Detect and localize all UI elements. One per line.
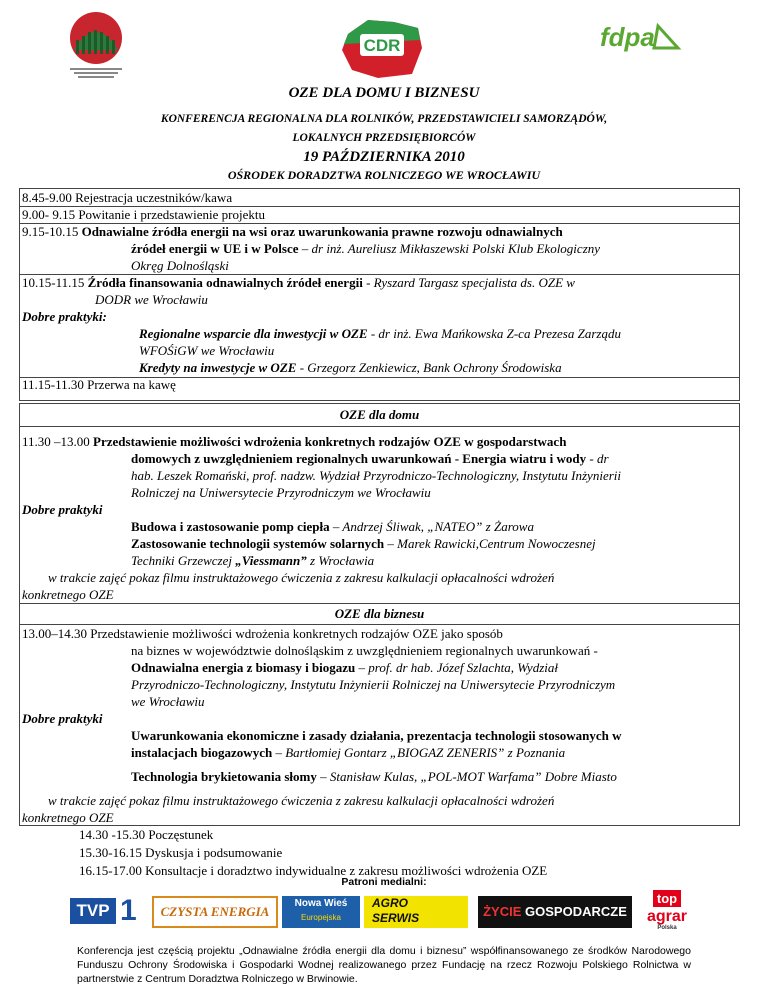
- subtitle: KONFERENCJA REGIONALNA DLA ROLNIKÓW, PRZEDSTAWICIELI SAMORZĄDÓW, LOKALNYCH PRZEDSIĘBIORCÓW: [160, 113, 608, 144]
- good-practices-label: Dobre praktyki: [22, 502, 103, 517]
- agenda-row: 11.15-11.30 Przerwa na kawę: [22, 377, 176, 392]
- nowa-wies-logo: Nowa Wieś Europejska: [282, 896, 360, 928]
- event-venue: OŚRODEK DORADZTWA ROLNICZEGO WE WROCŁAWIU: [227, 168, 541, 182]
- section-heading-business: OZE dla biznesu: [20, 603, 739, 625]
- media-patrons-label: Patroni medialni:: [341, 876, 427, 888]
- agenda-row: 9.15-10.15 Odnawialne źródła energii na wsi oraz uwarunkowania prawne rozwoju odnawialnych: [22, 224, 563, 239]
- agenda-afternoon: OZE dla domu 11.30 –13.00 Przedstawienie możliwości wdrożenia konkretnych rodzajów OZE w gospodarstwach domowych z uwzględnieniem regionalnych uwarunkowań - Energia wiatru i wody - dr hab. Leszek Romański, prof. nadzw. Wydział Przyrodniczo-Technologiczny, Instytutu Inżynierii Rolniczej na Uniwersytecie Przyrodniczym we Wrocławiu Dobre praktyki Budowa i zastosowanie pomp ciepła – Andrzej Śliwak, „NATEO” z Żarowa Zastosowanie technologii systemów solarnych – Marek Rawicki,Centrum Nowoczesnej Techniki Grzewczej „Viessmann” z Wrocławia w trakcie zajęć pokaz filmu instruktażowego ćwiczenia z zakresu kalkulacji opłacalności wdrożeń konkretnego OZE OZE dla biznesu 13.00–14.30 Przedstawienie możliwości wdrożenia konkretnych rodzajów OZE jako sposób na biznes w województwie dolnośląskim z uwzględnieniem regionalnych uwarunkowań - Odnawialna energia z biomasy i biogazu – prof. dr hab. Józef Szlachta, Wydział Przyrodniczo-Technologiczny, Instytutu Inżynierii Rolniczej na Uniwersytecie Przyrodniczym we Wrocławiu Dobre praktyki Uwarunkowania ekonomiczne i zasady działania, prezentacja technologii stosowanych w instalacjach biogazowych – Bartłomiej Gontarz „BIOGAZ ZENERIS” z Poznania Technologia brykietowania słomy – Stanisław Kulas, „POL-MOT Warfama” Dobre Miasto w trakcie zajęć pokaz filmu instruktażowego ćwiczenia z zakresu kalkulacji opłacalności wdrożeń konkretnego OZE: [19, 403, 740, 826]
- cdr-logo: [338, 14, 426, 82]
- agro-serwis-logo: AGRO SERWIS: [364, 896, 468, 928]
- tvp1-logo: TVP 1: [70, 896, 148, 928]
- agenda-row: 10.15-11.15 Źródła finansowania odnawialnych źródeł energii - Ryszard Targasz specjalista ds. OZE w: [22, 275, 575, 290]
- agenda-morning: 8.45-9.00 Rejestracja uczestników/kawa 9.00- 9.15 Powitanie i przedstawienie projektu 9.15-10.15 Odnawialne źródła energii na wsi oraz uwarunkowania prawne rozwoju odnawialnych źródeł energii w UE i w Polsce – dr inż. Aureliusz Mikłaszewski Polski Klub Ekologiczny Okręg Dolnośląski 10.15-11.15 Źródła finansowania odnawialnych źródeł energii - Ryszard Targasz specjalista ds. OZE w DODR we Wrocławiu Dobre praktyki: Regionalne wsparcie dla inwestycji w OZE - dr inż. Ewa Mańkowska Z-ca Prezesa Zarządu WFOŚiGW we Wrocławiu Kredyty na inwestycje w OZE - Grzegorz Zenkiewicz, Bank Ochrony Środowiska 11.15-11.30 Przerwa na kawę: [19, 188, 740, 401]
- ministry-emblem-logo: [62, 10, 130, 80]
- agenda-row: 8.45-9.00 Rejestracja uczestników/kawa: [22, 190, 233, 205]
- czysta-energia-logo: CZYSTA ENERGIA: [152, 896, 278, 928]
- top-agrar-logo: top agrar Polska: [646, 891, 688, 931]
- svg-text:CDR: CDR: [363, 36, 401, 55]
- agenda-row: 9.00- 9.15 Powitanie i przedstawienie projektu: [22, 207, 265, 222]
- fdpa-logo: [598, 14, 682, 66]
- zycie-gospodarcze-logo: ŻYCIE GOSPODARCZE: [478, 896, 632, 928]
- agenda-closing: [79, 826, 547, 880]
- agenda-row: 16.15-17.00 Konsultacje i doradztwo indywidualne z zakresu możliwości wdrożenia OZE: [79, 863, 548, 878]
- svg-text:fdpa: fdpa: [600, 22, 655, 52]
- good-practices-label: Dobre praktyki: [22, 711, 103, 726]
- good-practices-label: Dobre praktyki:: [22, 309, 107, 324]
- agenda-row: 14.30 -15.30 Poczęstunek: [79, 827, 214, 842]
- page-title: OZE DLA DOMU I BIZNESU: [288, 85, 480, 101]
- agenda-row: 15.30-16.15 Dyskusja i podsumowanie: [79, 845, 283, 860]
- footer-note: Konferencja jest częścią projektu „Odnawialne źródła energii dla domu i biznesu” współfinansowanego ze środków Narodowego Funduszu Ochrony Środowiska i Gospodarki Wodnej realizowanego przez Fundację na rzecz Rozwoju Polskiego Rolnictwa w partnerstwie z Centrum Doradztwa Rolniczego w Brwinowie.: [77, 945, 691, 985]
- event-date: 19 PAŹDZIERNIKA 2010: [303, 149, 465, 165]
- section-heading-home: OZE dla domu: [20, 404, 739, 427]
